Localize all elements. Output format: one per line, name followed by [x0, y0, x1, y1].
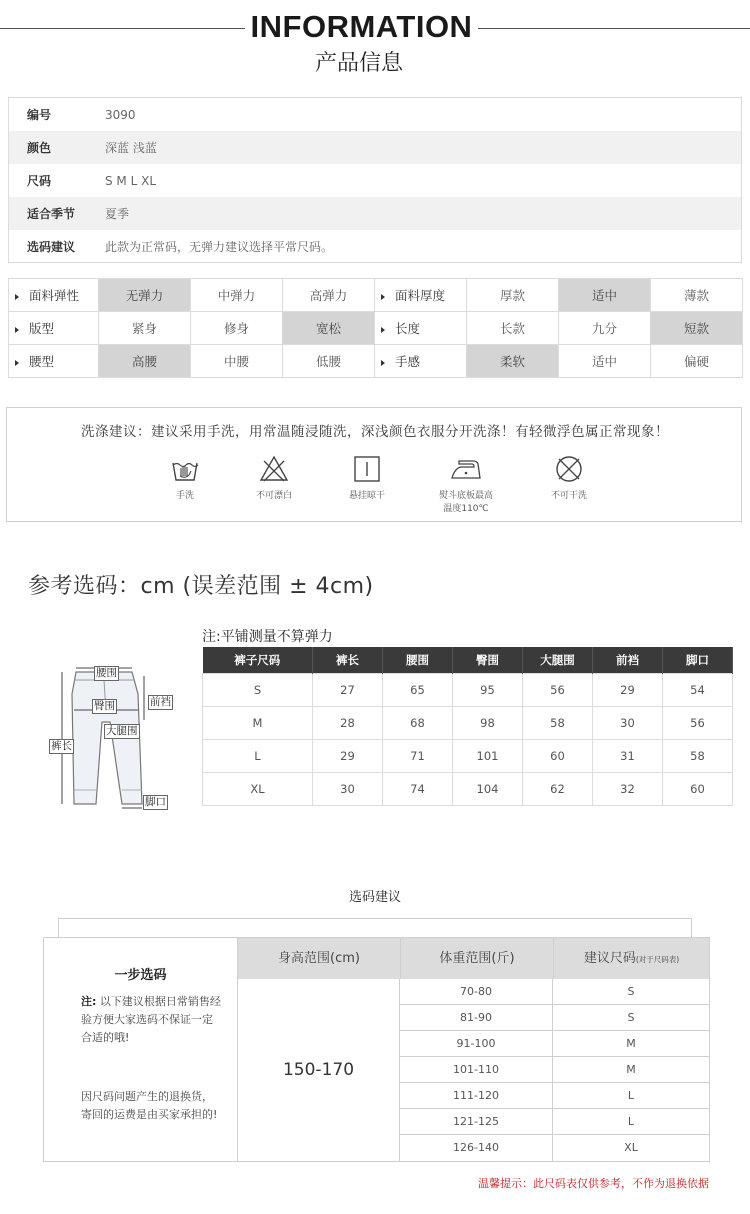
diagram-label-thigh: 大腿围 [106, 725, 138, 737]
size-col-header: 裤长 [313, 647, 383, 673]
page-header [0, 0, 750, 82]
care-caption: 悬挂晾干 [348, 491, 385, 501]
triangle-bullet-icon [15, 327, 19, 333]
triangle-bullet-icon [15, 294, 19, 300]
feature-option: 低腰 [283, 345, 375, 378]
feature-label-text: 面料弹性 [29, 288, 80, 303]
care-item [135, 454, 235, 503]
care-item [317, 454, 417, 503]
table-row [400, 1005, 709, 1031]
washing-tip: 洗涤建议：建议采用手洗，用常温随浸随洗，深浅颜色衣服分开洗涤！有轻微浮色属正常现象！ [81, 424, 669, 440]
feature-option: 适中 [559, 345, 651, 378]
triangle-bullet-icon [381, 360, 385, 366]
feature-grid [8, 278, 743, 378]
size-ref-heading: 参考选码：cm (误差范围 ± 4cm) [28, 574, 374, 599]
no-bleach-icon [259, 454, 289, 484]
iron-icon [449, 454, 483, 484]
diagram-label-hem: 脚口 [145, 796, 166, 808]
info-key: 编号 [27, 108, 52, 122]
suggest-note-text: 以下建议根据日常销售经验方便大家选码不保证一定合适的哦! [81, 995, 221, 1044]
size-cell: L [627, 1089, 635, 1102]
triangle-bullet-icon [381, 294, 385, 300]
feature-option: 九分 [559, 312, 651, 345]
size-cell: S [627, 1011, 635, 1024]
info-row-size [9, 164, 741, 197]
weight-cell: 81-90 [400, 1005, 553, 1030]
suggest-note-label: 注: [81, 995, 97, 1008]
col-header-size [553, 938, 709, 979]
size-col-header: 脚口 [663, 647, 733, 673]
table-row [203, 739, 733, 772]
suggest-card [43, 937, 710, 1162]
suggest-step-label: 一步选码 [114, 968, 167, 983]
triangle-bullet-icon [381, 327, 385, 333]
size-col-header: 前裆 [593, 647, 663, 673]
care-caption: 不可干洗 [550, 491, 587, 501]
table-row [400, 1109, 709, 1135]
title-en: INFORMATION [250, 9, 473, 44]
diagram-label-rise: 前裆 [150, 696, 171, 708]
size-cell: 30 [593, 706, 663, 739]
size-cell: M [203, 706, 313, 739]
care-caption-line: 熨斗底板最高 [438, 491, 493, 501]
feature-label-fit [9, 312, 99, 345]
feature-option-selected: 短款 [651, 312, 743, 345]
weight-cell: 111-120 [400, 1083, 553, 1108]
suggest-rows [400, 979, 709, 1161]
size-cell: 71 [383, 739, 453, 772]
care-caption: 不可漂白 [255, 491, 292, 501]
diagram-label-hip: 臀围 [94, 700, 115, 712]
feature-option-selected: 适中 [559, 279, 651, 312]
weight-cell: 101-110 [400, 1057, 553, 1082]
triangle-bullet-icon [15, 360, 19, 366]
size-chart-header [203, 647, 733, 673]
size-col-header: 腰围 [383, 647, 453, 673]
size-cell: 58 [523, 706, 593, 739]
feature-option: 偏硬 [651, 345, 743, 378]
table-row [400, 979, 709, 1005]
care-item [224, 454, 324, 503]
size-col-header: 臀围 [453, 647, 523, 673]
feature-option: 紧身 [99, 312, 191, 345]
size-cell: 60 [663, 772, 733, 805]
size-cell: XL [624, 1141, 638, 1154]
info-key: 颜色 [27, 141, 52, 155]
table-row [203, 772, 733, 805]
feature-option: 修身 [191, 312, 283, 345]
suggest-note [81, 993, 221, 1047]
size-col-header: 裤子尺码 [203, 647, 313, 673]
weight-cell: 121-125 [400, 1109, 553, 1134]
feature-label-text: 腰型 [29, 354, 55, 369]
weight-cell: 126-140 [400, 1135, 553, 1161]
size-cell: 28 [313, 706, 383, 739]
size-cell: 74 [383, 772, 453, 805]
info-key: 尺码 [27, 174, 52, 188]
feature-label-text: 面料厚度 [395, 288, 446, 303]
table-row [203, 673, 733, 706]
size-cell: XL [203, 772, 313, 805]
size-cell: 32 [593, 772, 663, 805]
size-cell: 29 [313, 739, 383, 772]
feature-option-selected: 高腰 [99, 345, 191, 378]
feature-option: 薄款 [651, 279, 743, 312]
size-cell: 60 [523, 739, 593, 772]
care-item [519, 454, 619, 503]
info-value: 此款为正常码，无弹力建议选择平常尺码。 [105, 240, 334, 254]
size-cell: 95 [453, 673, 523, 706]
size-cell: M [626, 1063, 636, 1076]
size-cell: 56 [663, 706, 733, 739]
diagram-label-waist: 腰围 [96, 667, 117, 679]
info-key: 选码建议 [27, 240, 76, 254]
feature-label-waist [9, 345, 99, 378]
feature-row [9, 345, 743, 378]
size-cell: 65 [383, 673, 453, 706]
feature-label-text: 版型 [29, 321, 55, 336]
info-value: 夏季 [105, 207, 130, 221]
product-info-table [8, 97, 742, 263]
col-header-size-sub: (对于尺码表) [635, 955, 680, 964]
size-col-header: 大腿围 [523, 647, 593, 673]
feature-label-length [375, 312, 467, 345]
size-cell: L [203, 739, 313, 772]
size-cell: 104 [453, 772, 523, 805]
size-ref-note: 注:平铺测量不算弹力 [202, 629, 333, 645]
care-caption: 手洗 [175, 491, 194, 501]
col-header-size-text: 建议尺码 [583, 951, 636, 966]
size-cell: 27 [313, 673, 383, 706]
suggest-title: 选码建议 [348, 890, 401, 905]
size-cell: S [203, 673, 313, 706]
size-cell: 54 [663, 673, 733, 706]
hang-dry-icon [352, 454, 382, 484]
pants-diagram [44, 664, 174, 814]
size-chart-table [202, 647, 733, 806]
info-key: 适合季节 [27, 207, 76, 221]
care-item [416, 454, 516, 516]
size-cell: 62 [523, 772, 593, 805]
size-cell: 56 [523, 673, 593, 706]
size-cell: 30 [313, 772, 383, 805]
suggest-left-panel [44, 938, 237, 1161]
table-row [400, 1083, 709, 1109]
info-row-color [9, 131, 741, 164]
table-row [400, 1031, 709, 1057]
weight-cell: 91-100 [400, 1031, 553, 1056]
col-header-weight: 体重范围(斤) [400, 938, 553, 979]
feature-option: 中腰 [191, 345, 283, 378]
washing-box [6, 407, 742, 522]
feature-row [9, 279, 743, 312]
size-cell: S [627, 985, 635, 998]
size-cell: 58 [663, 739, 733, 772]
feature-label-text: 手感 [395, 354, 421, 369]
info-row-code [9, 98, 741, 131]
feature-option-selected: 柔软 [467, 345, 559, 378]
diagram-label-length: 裤长 [51, 740, 72, 752]
title-cn: 产品信息 [314, 51, 403, 76]
size-cell: 68 [383, 706, 453, 739]
feature-option: 高弹力 [283, 279, 375, 312]
table-row [203, 706, 733, 739]
feature-label-text: 长度 [395, 321, 421, 336]
hand-wash-icon [170, 454, 200, 484]
warning-text: 温馨提示：此尺码表仅供参考，不作为退换依据 [478, 1177, 709, 1190]
no-dry-clean-icon [554, 454, 584, 484]
info-value: S M L XL [105, 173, 157, 188]
suggest-return-text: 因尺码问题产生的退换货，寄回的运费是由买家承担的! [81, 1090, 218, 1121]
feature-row [9, 312, 743, 345]
size-cell: 31 [593, 739, 663, 772]
info-row-season [9, 197, 741, 230]
col-header-height: 身高范围(cm) [237, 938, 400, 979]
care-caption [416, 490, 516, 516]
feature-label-thickness [375, 279, 467, 312]
feature-option: 中弹力 [191, 279, 283, 312]
size-cell: 101 [453, 739, 523, 772]
feature-option: 长款 [467, 312, 559, 345]
size-cell: 29 [593, 673, 663, 706]
size-cell: M [626, 1037, 636, 1050]
feature-option: 厚款 [467, 279, 559, 312]
info-value: 3090 [105, 107, 136, 122]
table-row [400, 1057, 709, 1083]
weight-cell: 70-80 [400, 979, 553, 1004]
info-row-advice [9, 230, 741, 263]
feature-option-selected: 无弹力 [99, 279, 191, 312]
size-cell: 98 [453, 706, 523, 739]
feature-label-feel [375, 345, 467, 378]
feature-label-elasticity [9, 279, 99, 312]
care-caption-line: 温度110℃ [443, 504, 489, 514]
info-value: 深蓝 浅蓝 [105, 141, 157, 155]
size-cell: L [627, 1115, 635, 1128]
table-row [400, 1135, 709, 1161]
height-range: 150-170 [237, 979, 400, 1161]
feature-option-selected: 宽松 [283, 312, 375, 345]
